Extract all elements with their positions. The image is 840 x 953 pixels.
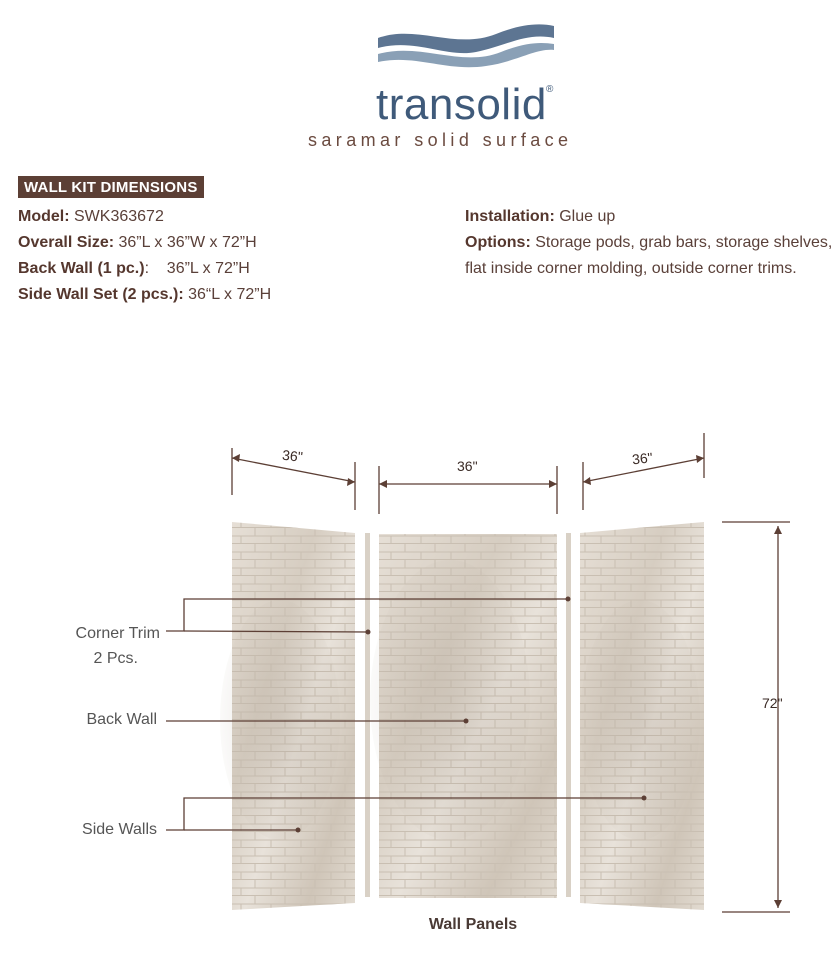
spec-overall-size-value: 36”L x 36”W x 72”H [118, 234, 257, 251]
brand-tagline: saramar solid surface [308, 130, 573, 150]
spec-back-wall-value: 36”L x 72”H [166, 260, 250, 277]
right-side-wall-panel [580, 522, 704, 910]
callout-back-wall: Back Wall [86, 711, 157, 728]
dim-label-right: 36" [631, 449, 654, 468]
spec-overall-size-label: Overall Size: [18, 234, 115, 251]
spec-back-wall-label: Back Wall (1 pc.) [18, 260, 145, 277]
spec-back-wall-sep: : [144, 260, 150, 277]
callout-corner-trim-line2: 2 Pcs. [93, 650, 138, 667]
callout-corner-trim [40, 622, 160, 672]
spec-options-label: Options: [465, 234, 531, 251]
left-side-wall-panel [220, 522, 355, 910]
back-wall-panel [370, 534, 557, 898]
dim-label-left: 36" [281, 446, 304, 465]
spec-options-value: Storage pods, grab bars, storage shelves, flat inside corner molding, outside corner trims. [465, 234, 833, 277]
spec-model-value: SWK363672 [74, 208, 164, 225]
dim-label-height: 72" [762, 695, 783, 711]
spec-side-wall-set-value: 36“L x 72”H [188, 286, 272, 303]
dim-label-center: 36" [457, 458, 478, 474]
spec-side-wall-set-label: Side Wall Set (2 pcs.): [18, 286, 184, 303]
diagram-caption: Wall Panels [428, 916, 518, 933]
spec-installation-value: Glue up [559, 208, 616, 225]
corner-trim-left [365, 533, 370, 897]
section-title: WALL KIT DIMENSIONS [18, 176, 204, 198]
brand-name: transolid [376, 80, 547, 129]
spec-installation-label: Installation: [465, 208, 555, 225]
callout-side-walls: Side Walls [82, 821, 157, 838]
spec-model-label: Model: [18, 208, 70, 225]
registered-mark: ® [546, 84, 554, 95]
callout-corner-trim-line1: Corner Trim [75, 625, 160, 642]
corner-trim-right [566, 533, 571, 897]
